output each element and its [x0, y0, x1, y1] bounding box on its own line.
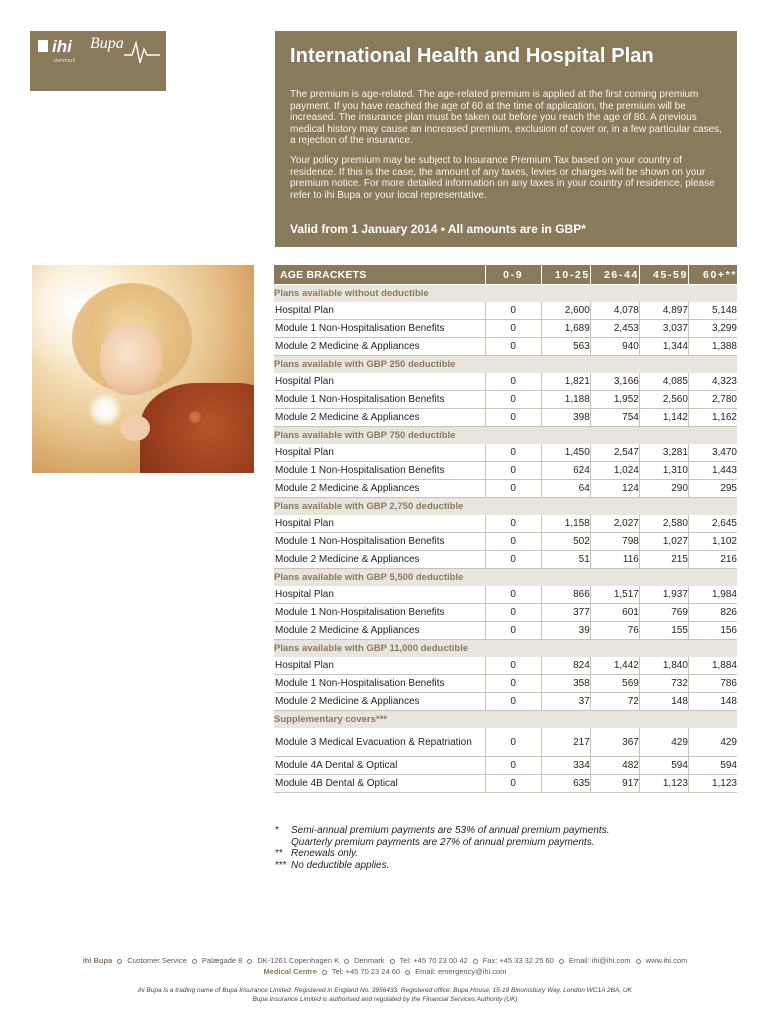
premium-cell: 769: [639, 604, 688, 622]
premium-cell: 594: [639, 757, 688, 775]
premium-cell: 601: [590, 604, 639, 622]
footnote: [275, 837, 610, 849]
premium-cell: 5,148: [688, 302, 737, 320]
premium-cell: 635: [541, 775, 590, 793]
premium-cell: 51: [541, 551, 590, 569]
premium-cell: 1,884: [688, 657, 737, 675]
legal-line-2: Bupa Insurance Limited is authorised and regulated by the Financial Services Authority (UK): [252, 996, 518, 1003]
separator-dot-icon: [473, 959, 478, 964]
footer-item: Tel: +45 70 23 00 42: [399, 956, 468, 965]
photo-coat: [140, 383, 254, 473]
premium-cell: 72: [590, 693, 639, 711]
premium-cell: 1,952: [590, 391, 639, 409]
footer-item: Fax: +45 33 32 25 60: [482, 956, 554, 965]
section-row: [274, 640, 737, 658]
header-panel: [275, 31, 737, 247]
header-26-44: 26-44: [590, 265, 639, 285]
section-title: Plans available with GBP 750 deductible: [274, 427, 737, 445]
premium-cell: 1,158: [541, 515, 590, 533]
photo-face: [100, 323, 162, 395]
premium-cell: 1,027: [639, 533, 688, 551]
premium-cell: 754: [590, 409, 639, 427]
premium-cell: 0: [485, 604, 541, 622]
premium-cell: 358: [541, 675, 590, 693]
intro-paragraph: The premium is age-related. The age-related premium is applied at the first coming premium payment. If you have reached the age of 60 at the time of application, the premium will be increased. The insurance plan must be taken out before you reach the age of 80. A previous medical history may cause an increased premium, exclusion of cover or, in a few particular cases, a rejection of the insurance.: [290, 89, 722, 147]
footnote-symbol: **: [275, 848, 283, 860]
premium-cell: 1,024: [590, 462, 639, 480]
separator-dot-icon: [344, 959, 349, 964]
footnotes: [275, 825, 610, 871]
plan-name-cell: Hospital Plan: [274, 444, 485, 462]
table-row: [274, 391, 737, 409]
header-10-25: 10-25: [541, 265, 590, 285]
premium-cell: 2,780: [688, 391, 737, 409]
plan-name-cell: Module 2 Medicine & Appliances: [274, 409, 485, 427]
premium-cell: 1,344: [639, 338, 688, 356]
photo-dandelion: [88, 393, 122, 427]
premium-cell: 0: [485, 444, 541, 462]
premium-cell: 295: [688, 480, 737, 498]
premium-cell: 0: [485, 320, 541, 338]
premium-cell: 2,560: [639, 391, 688, 409]
plan-name-cell: Hospital Plan: [274, 515, 485, 533]
footnote-text: Renewals only.: [291, 848, 359, 860]
premium-cell: 148: [688, 693, 737, 711]
plan-name-cell: Module 1 Non-Hospitalisation Benefits: [274, 391, 485, 409]
footer-item: www.ihi.com: [645, 956, 688, 965]
header-age-brackets: AGE BRACKETS: [274, 265, 485, 285]
premium-cell: 1,517: [590, 586, 639, 604]
premium-cell: 2,600: [541, 302, 590, 320]
premium-table: [274, 265, 737, 793]
footer-item: Denmark: [354, 956, 385, 965]
premium-cell: 2,547: [590, 444, 639, 462]
footer-contact-line: [0, 955, 770, 966]
premium-cell: 0: [485, 409, 541, 427]
premium-cell: 0: [485, 373, 541, 391]
plan-name-cell: Hospital Plan: [274, 657, 485, 675]
premium-cell: 76: [590, 622, 639, 640]
premium-cell: 0: [485, 515, 541, 533]
premium-cell: 1,388: [688, 338, 737, 356]
premium-cell: 429: [639, 728, 688, 757]
plan-name-cell: Module 1 Non-Hospitalisation Benefits: [274, 320, 485, 338]
premium-cell: 64: [541, 480, 590, 498]
heartbeat-icon: [124, 37, 160, 65]
premium-cell: 124: [590, 480, 639, 498]
footnote-text: Semi-annual premium payments are 53% of annual premium payments.: [291, 825, 610, 836]
separator-dot-icon: [559, 959, 564, 964]
page-title: International Health and Hospital Plan: [290, 45, 654, 67]
plan-name-cell: Module 1 Non-Hospitalisation Benefits: [274, 675, 485, 693]
premium-cell: 377: [541, 604, 590, 622]
section-row: [274, 711, 737, 729]
section-row: [274, 569, 737, 587]
premium-cell: 1,102: [688, 533, 737, 551]
section-row: [274, 498, 737, 516]
table-row: [274, 622, 737, 640]
premium-cell: 826: [688, 604, 737, 622]
premium-cell: 217: [541, 728, 590, 757]
footer-item: Palægade 8: [201, 956, 243, 965]
premium-cell: 569: [590, 675, 639, 693]
premium-cell: 0: [485, 551, 541, 569]
logo-ihi-sub: danmark: [54, 58, 76, 64]
table-row: [274, 757, 737, 775]
premium-cell: 594: [688, 757, 737, 775]
photo-coat-button: [188, 410, 202, 424]
premium-cell: 1,310: [639, 462, 688, 480]
photo-hand: [120, 415, 150, 441]
premium-cell: 0: [485, 675, 541, 693]
table-row: [274, 302, 737, 320]
separator-dot-icon: [247, 959, 252, 964]
premium-cell: 3,299: [688, 320, 737, 338]
child-photo: [32, 265, 254, 473]
footer-legal: [0, 986, 770, 1004]
table-row: [274, 409, 737, 427]
premium-cell: 3,166: [590, 373, 639, 391]
premium-cell: 1,689: [541, 320, 590, 338]
footer-item: Email: emergency@ihi.com: [415, 967, 507, 976]
section-row: [274, 356, 737, 374]
premium-cell: 4,085: [639, 373, 688, 391]
footnote-text: Quarterly premium payments are 27% of annual premium payments.: [291, 836, 595, 848]
plan-name-cell: Module 2 Medicine & Appliances: [274, 338, 485, 356]
premium-cell: 4,323: [688, 373, 737, 391]
premium-cell: 155: [639, 622, 688, 640]
footnote: [275, 848, 610, 860]
validity-note: Valid from 1 January 2014 • All amounts are in GBP*: [290, 222, 586, 236]
premium-cell: 398: [541, 409, 590, 427]
section-title: Plans available with GBP 2,750 deductible: [274, 498, 737, 516]
separator-dot-icon: [322, 970, 327, 975]
premium-cell: 624: [541, 462, 590, 480]
premium-cell: 732: [639, 675, 688, 693]
section-title: Supplementary covers***: [274, 711, 737, 729]
premium-cell: 1,162: [688, 409, 737, 427]
premium-cell: 1,450: [541, 444, 590, 462]
plan-name-cell: Module 1 Non-Hospitalisation Benefits: [274, 533, 485, 551]
premium-cell: 2,645: [688, 515, 737, 533]
plan-name-cell: Module 2 Medicine & Appliances: [274, 693, 485, 711]
footnote-symbol: ***: [275, 859, 287, 871]
section-title: Plans available without deductible: [274, 285, 737, 303]
logo-ihi: ihi: [52, 37, 72, 56]
premium-cell: 0: [485, 757, 541, 775]
premium-cell: 1,443: [688, 462, 737, 480]
premium-cell: 1,984: [688, 586, 737, 604]
table-row: [274, 551, 737, 569]
footer: [0, 955, 770, 1004]
footer-item: Tel: +45 70 23 24 60: [331, 967, 401, 976]
premium-cell: 216: [688, 551, 737, 569]
premium-cell: 148: [639, 693, 688, 711]
table-row: [274, 320, 737, 338]
premium-cell: 3,470: [688, 444, 737, 462]
footnote-text: No deductible applies.: [291, 859, 390, 871]
section-title: Plans available with GBP 250 deductible: [274, 356, 737, 374]
premium-cell: 1,840: [639, 657, 688, 675]
plan-name-cell: Module 2 Medicine & Appliances: [274, 480, 485, 498]
premium-cell: 4,897: [639, 302, 688, 320]
premium-cell: 116: [590, 551, 639, 569]
premium-cell: 0: [485, 462, 541, 480]
premium-cell: 0: [485, 657, 541, 675]
footer-item: ihi Bupa: [82, 956, 113, 965]
plan-name-cell: Module 1 Non-Hospitalisation Benefits: [274, 604, 485, 622]
premium-cell: 2,580: [639, 515, 688, 533]
separator-dot-icon: [192, 959, 197, 964]
table-row: [274, 533, 737, 551]
premium-cell: 429: [688, 728, 737, 757]
premium-cell: 2,453: [590, 320, 639, 338]
table-row: [274, 657, 737, 675]
table-row: [274, 444, 737, 462]
plan-name-cell: Module 4A Dental & Optical: [274, 757, 485, 775]
footer-item: Medical Centre: [263, 967, 317, 976]
header-45-59: 45-59: [639, 265, 688, 285]
premium-cell: 3,037: [639, 320, 688, 338]
premium-cell: 3,281: [639, 444, 688, 462]
table-row: [274, 604, 737, 622]
footnote-symbol: *: [275, 825, 279, 836]
footer-item: DK-1261 Copenhagen K: [257, 956, 340, 965]
table-row: [274, 480, 737, 498]
footer-item: Customer Service: [127, 956, 187, 965]
plan-name-cell: Module 2 Medicine & Appliances: [274, 622, 485, 640]
separator-dot-icon: [405, 970, 410, 975]
premium-cell: 502: [541, 533, 590, 551]
table-row: [274, 462, 737, 480]
premium-cell: 1,142: [639, 409, 688, 427]
premium-cell: 39: [541, 622, 590, 640]
premium-cell: 824: [541, 657, 590, 675]
plan-name-cell: Hospital Plan: [274, 373, 485, 391]
footer-medical-line: [0, 966, 770, 977]
premium-cell: 0: [485, 693, 541, 711]
premium-cell: 0: [485, 728, 541, 757]
premium-cell: 0: [485, 391, 541, 409]
premium-cell: 334: [541, 757, 590, 775]
premium-cell: 798: [590, 533, 639, 551]
premium-cell: 156: [688, 622, 737, 640]
footer-item: Email: ihi@ihi.com: [568, 956, 631, 965]
table-row: [274, 775, 737, 793]
premium-cell: 563: [541, 338, 590, 356]
section-title: Plans available with GBP 5,500 deductible: [274, 569, 737, 587]
footnote: [275, 825, 610, 837]
premium-cell: 1,442: [590, 657, 639, 675]
separator-dot-icon: [117, 959, 122, 964]
plan-name-cell: Hospital Plan: [274, 302, 485, 320]
plan-name-cell: Module 2 Medicine & Appliances: [274, 551, 485, 569]
premium-cell: 482: [590, 757, 639, 775]
logo-bupa: Bupa: [90, 35, 124, 52]
ihi-mark-icon: [38, 40, 48, 52]
section-row: [274, 285, 737, 303]
premium-cell: 0: [485, 622, 541, 640]
section-title: Plans available with GBP 11,000 deductible: [274, 640, 737, 658]
separator-dot-icon: [390, 959, 395, 964]
premium-cell: 0: [485, 775, 541, 793]
footnote: [275, 860, 610, 872]
premium-cell: 0: [485, 586, 541, 604]
table-row: [274, 338, 737, 356]
table-row: [274, 693, 737, 711]
premium-cell: 2,027: [590, 515, 639, 533]
premium-cell: 4,078: [590, 302, 639, 320]
premium-cell: 917: [590, 775, 639, 793]
premium-cell: 0: [485, 533, 541, 551]
premium-cell: 1,123: [688, 775, 737, 793]
legal-line-1: ihi Bupa is a trading name of Bupa Insurance Limited. Registered in England No. 3956433. Registered office: Bupa House, 15-19 Bloomsbury Way, London WC1A 2BA, UK: [138, 987, 632, 994]
table-header-row: [274, 265, 737, 285]
premium-cell: 215: [639, 551, 688, 569]
plan-name-cell: Module 4B Dental & Optical: [274, 775, 485, 793]
premium-cell: 866: [541, 586, 590, 604]
header-0-9: 0-9: [485, 265, 541, 285]
table-row: [274, 675, 737, 693]
table-row: [274, 515, 737, 533]
plan-name-cell: Hospital Plan: [274, 586, 485, 604]
premium-cell: 37: [541, 693, 590, 711]
premium-cell: 367: [590, 728, 639, 757]
premium-cell: 1,123: [639, 775, 688, 793]
premium-cell: 940: [590, 338, 639, 356]
premium-cell: 1,821: [541, 373, 590, 391]
table-row: [274, 586, 737, 604]
header-60-plus: 60+**: [688, 265, 737, 285]
plan-name-cell: Module 3 Medical Evacuation & Repatriation: [274, 728, 485, 757]
plan-name-cell: Module 1 Non-Hospitalisation Benefits: [274, 462, 485, 480]
premium-cell: 0: [485, 480, 541, 498]
premium-cell: 786: [688, 675, 737, 693]
table-row: [274, 373, 737, 391]
premium-cell: 0: [485, 302, 541, 320]
separator-dot-icon: [636, 959, 641, 964]
premium-cell: 290: [639, 480, 688, 498]
table-body: [274, 285, 737, 793]
premium-cell: 1,188: [541, 391, 590, 409]
premium-cell: 0: [485, 338, 541, 356]
premium-cell: 1,937: [639, 586, 688, 604]
ihi-bupa-logo: [30, 31, 166, 91]
tax-paragraph: Your policy premium may be subject to Insurance Premium Tax based on your country of residence. If this is the case, the amount of any taxes, levies or charges will be shown on your premium notice. For more detailed information on any taxes in your country of residence, please refer to ihi Bupa or your local representative.: [290, 155, 715, 201]
table-row: [274, 728, 737, 757]
section-row: [274, 427, 737, 445]
